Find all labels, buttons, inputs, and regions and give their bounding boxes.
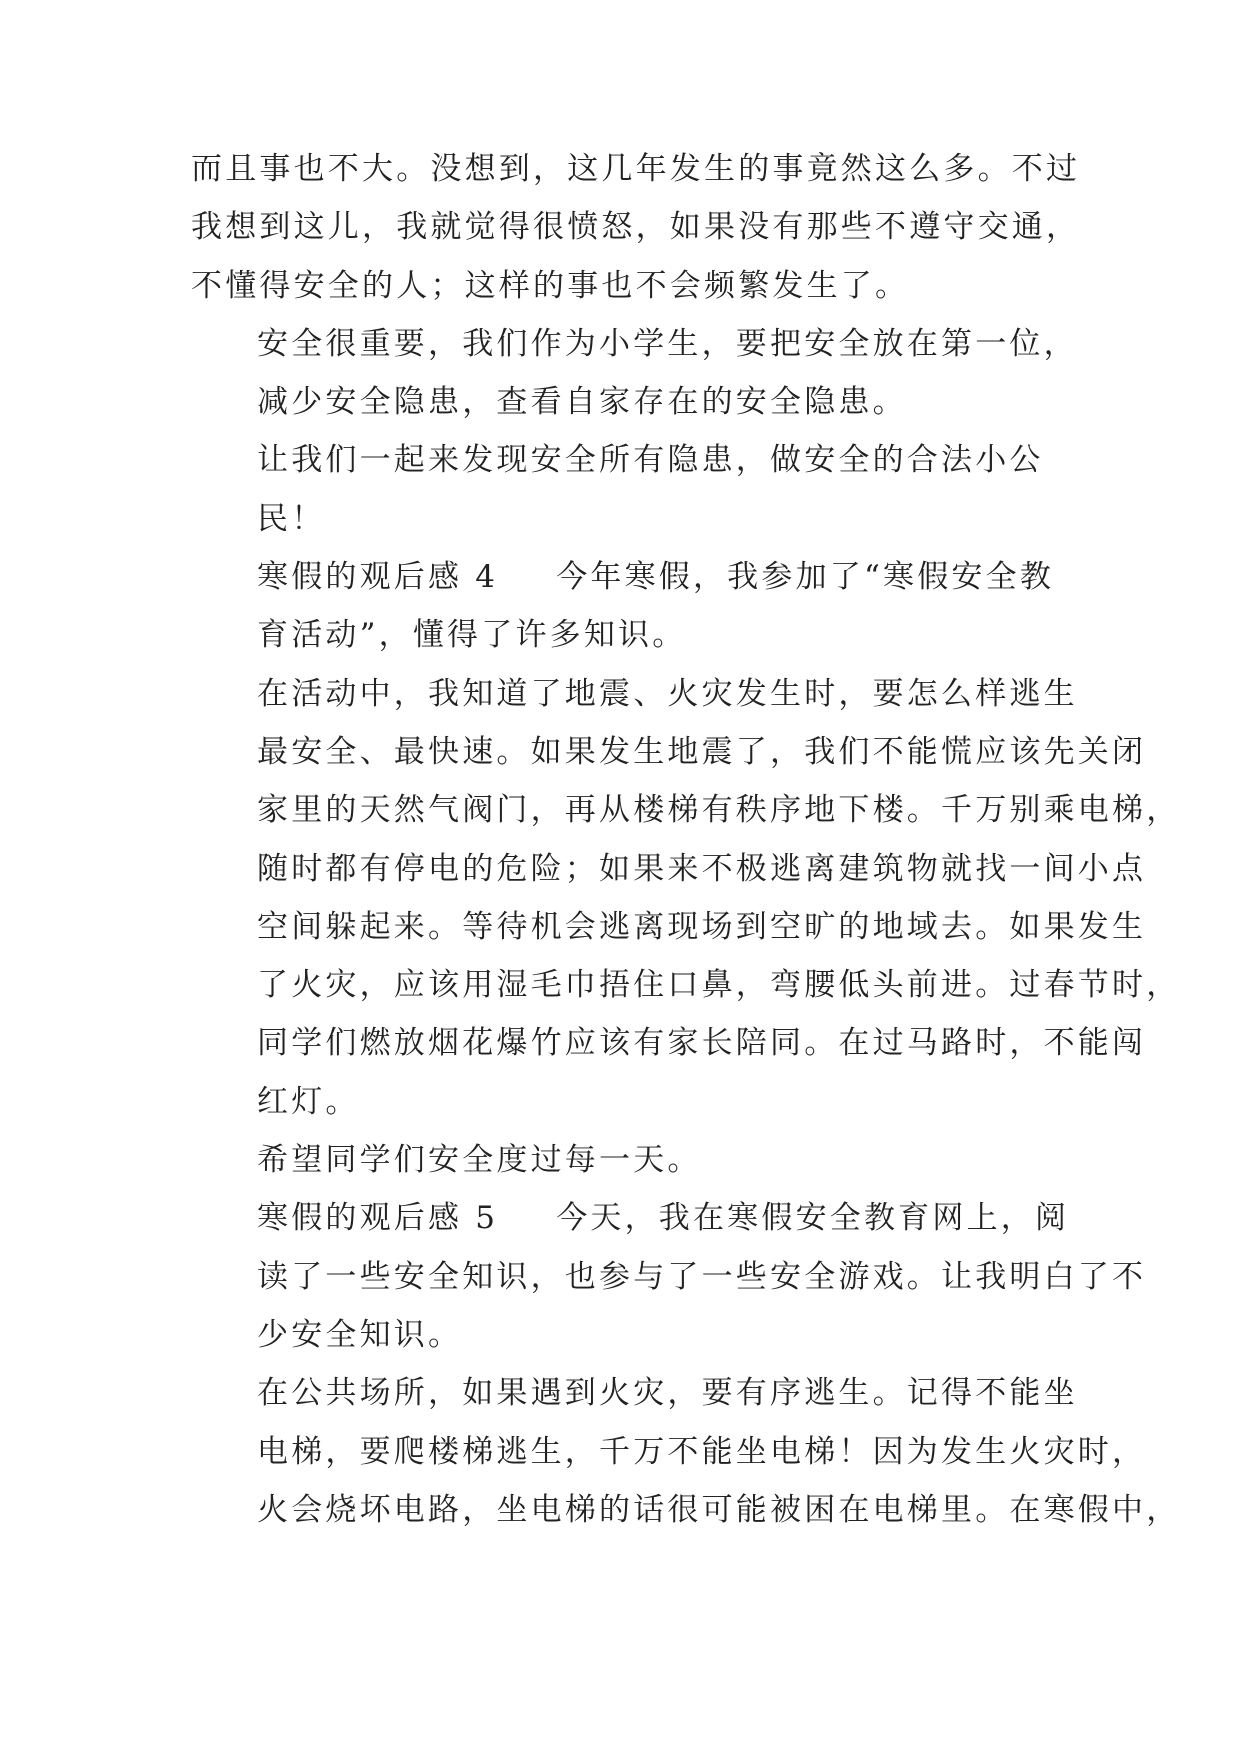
text-line: 最安全、最快速。如果发生地震了，我们不能慌应该先关闭 [257, 733, 1147, 770]
text-line: 读了一些安全知识，也参与了一些安全游戏。让我明白了不 [257, 1258, 1147, 1295]
text-line: 随时都有停电的危险；如果来不极逃离建筑物就找一间小点 [257, 850, 1147, 887]
text-line: 让我们一起来发现安全所有隐患，做安全的合法小公 [257, 442, 1044, 479]
text-line [191, 548, 1071, 606]
document-body [191, 140, 1181, 1539]
text-fragment: 今年寒假，我参加了“寒假安全教 [556, 559, 1055, 596]
text-line: 而且事也不大。没想到，这几年发生的事竟然这么多。不过 [191, 151, 1081, 187]
paragraph [191, 665, 1181, 1131]
text-line: 民！ [257, 500, 326, 537]
text-line: 我想到这儿，我就觉得很愤怒，如果没有那些不遵守交通， [191, 209, 1081, 246]
paragraph [191, 1189, 1147, 1364]
paragraph [191, 1131, 1071, 1189]
text-line: 不懂得安全的人；这样的事也不会频繁发生了。 [191, 267, 910, 304]
text-line: 安全很重要，我们作为小学生，要把安全放在第一位， [257, 325, 1078, 362]
text-line: 在公共场所，如果遇到火灾，要有序逃生。记得不能坐 [257, 1375, 1078, 1412]
text-line: 红灯。 [257, 1083, 360, 1120]
text-line: 电梯，要爬楼梯逃生，千万不能坐电梯！因为发生火灾时， [257, 1433, 1147, 1470]
text-line: 少安全知识。 [257, 1316, 463, 1353]
text-line: 育活动”，懂得了许多知识。 [257, 617, 687, 654]
text-line: 在活动中，我知道了地震、火灾发生时，要怎么样逃生 [257, 675, 1078, 712]
text-line: 希望同学们安全度过每一天。 [257, 1142, 702, 1179]
text-line [191, 1189, 1071, 1247]
paragraph [191, 548, 1071, 665]
text-line: 了火灾，应该用湿毛巾捂住口鼻，弯腰低头前进。过春节时， [257, 967, 1181, 1004]
text-line: 减少安全隐患，查看自家存在的安全隐患。 [257, 384, 907, 421]
text-fragment: 今天，我在寒假安全教育网上，阅 [556, 1200, 1070, 1237]
paragraph [191, 140, 1081, 315]
paragraph [191, 1364, 1181, 1539]
text-line: 空间躲起来。等待机会逃离现场到空旷的地域去。如果发生 [257, 908, 1147, 945]
section-heading: 寒假的观后感 5 [257, 1200, 499, 1237]
text-line: 家里的天然气阀门，再从楼梯有秩序地下楼。千万别乘电梯， [257, 792, 1181, 829]
paragraph [191, 315, 1078, 432]
section-heading: 寒假的观后感 4 [257, 559, 499, 596]
text-line: 火会烧坏电路，坐电梯的话很可能被困在电梯里。在寒假中， [257, 1491, 1181, 1528]
text-line: 同学们燃放烟花爆竹应该有家长陪同。在过马路时，不能闯 [257, 1025, 1147, 1062]
paragraph [191, 431, 1071, 548]
